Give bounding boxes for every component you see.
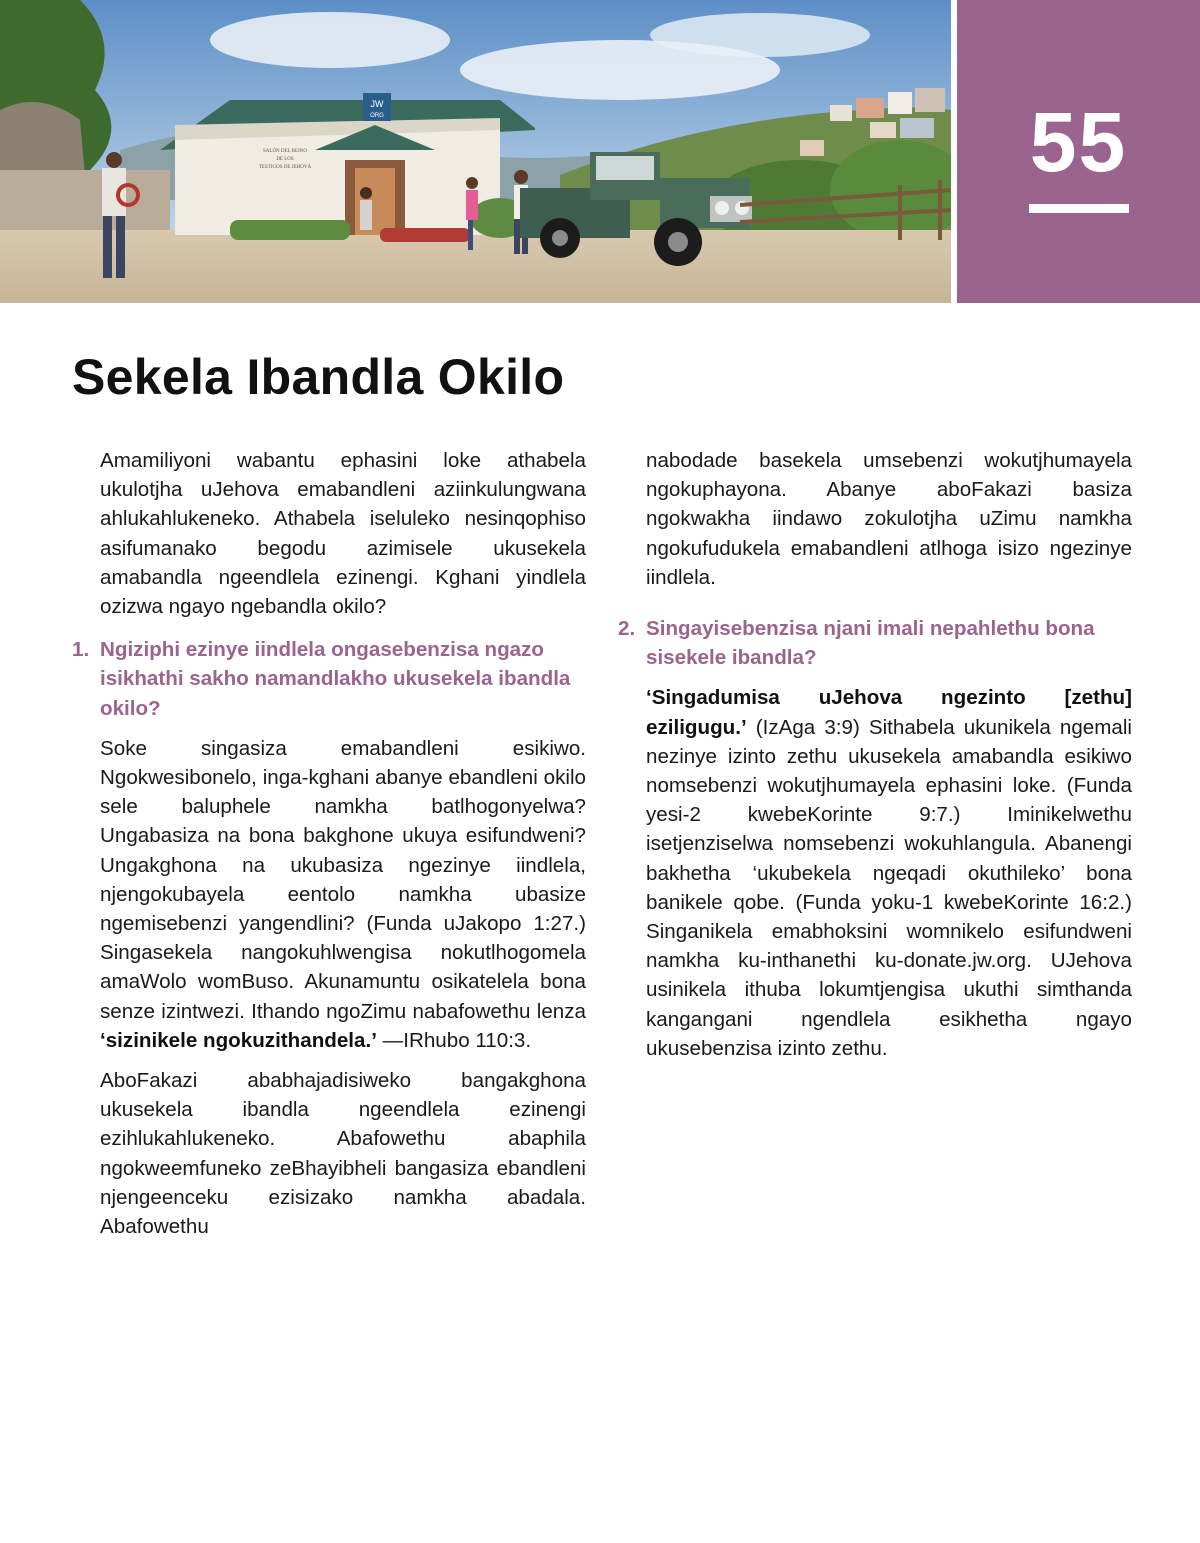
lesson-number: 55 bbox=[1029, 95, 1128, 189]
header-photo bbox=[0, 0, 951, 303]
right-column bbox=[618, 446, 1132, 1074]
svg-text:ORG: ORG bbox=[370, 113, 384, 119]
question-2 bbox=[618, 614, 1132, 672]
section-2-paragraph-text: (IzAga 3:9) Sithabela ukunikela ngemali nezinye izinto zethu ukusekela amabandla esikiwo nomsebenzi wokutjhumayela ephasini loke. (Funda yesi-2 kwebeKorinte 9:7.) Iminikelwethu isetjenziselwa nomsebenzi wokuhlangula. Abanengi bakhetha ‘ukubekela ngeqadi okuthileko’ bona banikele qobe. (Funda yoku-1 kwebeKorinte 16:2.) Singanikela emabhoksini womnikelo esifundweni namkha ku-inthanethi ku-donate.jw.org. UJehova usinikela ithuba lokumtjengisa ukuthi simthanda kangangani ngendlela esikhetha ngayo ukusebenzisa izinto zethu. bbox=[646, 715, 1132, 1060]
section-1-paragraph-1 bbox=[100, 734, 586, 1055]
left-column bbox=[72, 446, 586, 1252]
lesson-number-box bbox=[957, 0, 1200, 303]
svg-text:JW: JW bbox=[370, 99, 384, 109]
section-2-lead-quote: ‘Singadumisa uJehova ngezinto [zethu] eziligugu.’ bbox=[646, 686, 1132, 739]
svg-text:DE LOS: DE LOS bbox=[276, 157, 294, 162]
section-1-reference: —IRhubo 110:3. bbox=[376, 1028, 532, 1052]
question-1-number: 1. bbox=[72, 638, 90, 662]
intro-paragraph: Amamiliyoni wabantu ephasini loke athabela ukulotjha uJehova emabandleni aziinkulungwana ahlukahlukeneko. Athabela iseluleko nesinqophiso asifumanako begodu azimisele ukusekela amabandla ngeendlela ezinengi. Kghani yindlela ozizwa ngayo ngebandla okilo? bbox=[100, 449, 586, 619]
page-title: Sekela Ibandla Okilo bbox=[72, 349, 565, 405]
section-1-paragraph-2-continued: nabodade basekela umsebenzi wokutjhumayela ngokuphayona. Abanye aboFakazi basiza ngokwakha iindawo zokulotjha uZimu namkha ngokufudukela emabandleni atlhoga isizo ngezinye iindlela. bbox=[646, 449, 1132, 589]
question-1-text: Ngiziphi ezinye iindlela ongasebenzisa ngazo isikhathi sakho namandlakho ukusekela ibandla okilo? bbox=[100, 638, 571, 720]
section-2-paragraph bbox=[646, 683, 1132, 1063]
question-2-text: Singayisebenzisa njani imali nepahlethu bona sisekele ibandla? bbox=[646, 617, 1095, 670]
svg-text:SALÓN DEL REINO: SALÓN DEL REINO bbox=[263, 149, 307, 154]
section-1-paragraph-2-start: AboFakazi ababhajadisiweko bangakghona ukusekela ibandla ngeendlela ezinengi ezihlukahlukeneko. Abafowethu abaphila ngokweemfuneko zeBhayibheli bangasiza ebandleni njengeenceku ezisizako namkha abadala. Abafowethu bbox=[100, 1069, 586, 1239]
kingdom-hall-illustration bbox=[0, 0, 951, 303]
section-1-paragraph-1-text: Soke singasiza emabandleni esikiwo. Ngokwesibonelo, inga-kghani abanye ebandleni okilo sele baluphele namkha batlhogonyelwa? Ungabasiza na bona bakghone ukuya esifundweni? Ungakghona na ukubasiza ngezinye iindlela, njengokubayela eentolo namkha ubasize ngemisebenzi yangendlini? (Funda uJakopo 1:27.) Singasekela nangokuhlwengisa nokutlhogomela amaWolo womBuso. Akunamuntu osikatelela bona senze izintwezi. Ithando ngoZimu nabafowethu lenza bbox=[100, 736, 586, 1023]
section-1-quote: ‘sizinikele ngokuzithandela.’ bbox=[100, 1028, 377, 1052]
question-2-number: 2. bbox=[618, 617, 636, 641]
svg-text:TESTIGOS DE JEHOVÁ: TESTIGOS DE JEHOVÁ bbox=[258, 165, 312, 170]
lesson-number-underline bbox=[1029, 204, 1129, 213]
question-1 bbox=[72, 635, 586, 723]
